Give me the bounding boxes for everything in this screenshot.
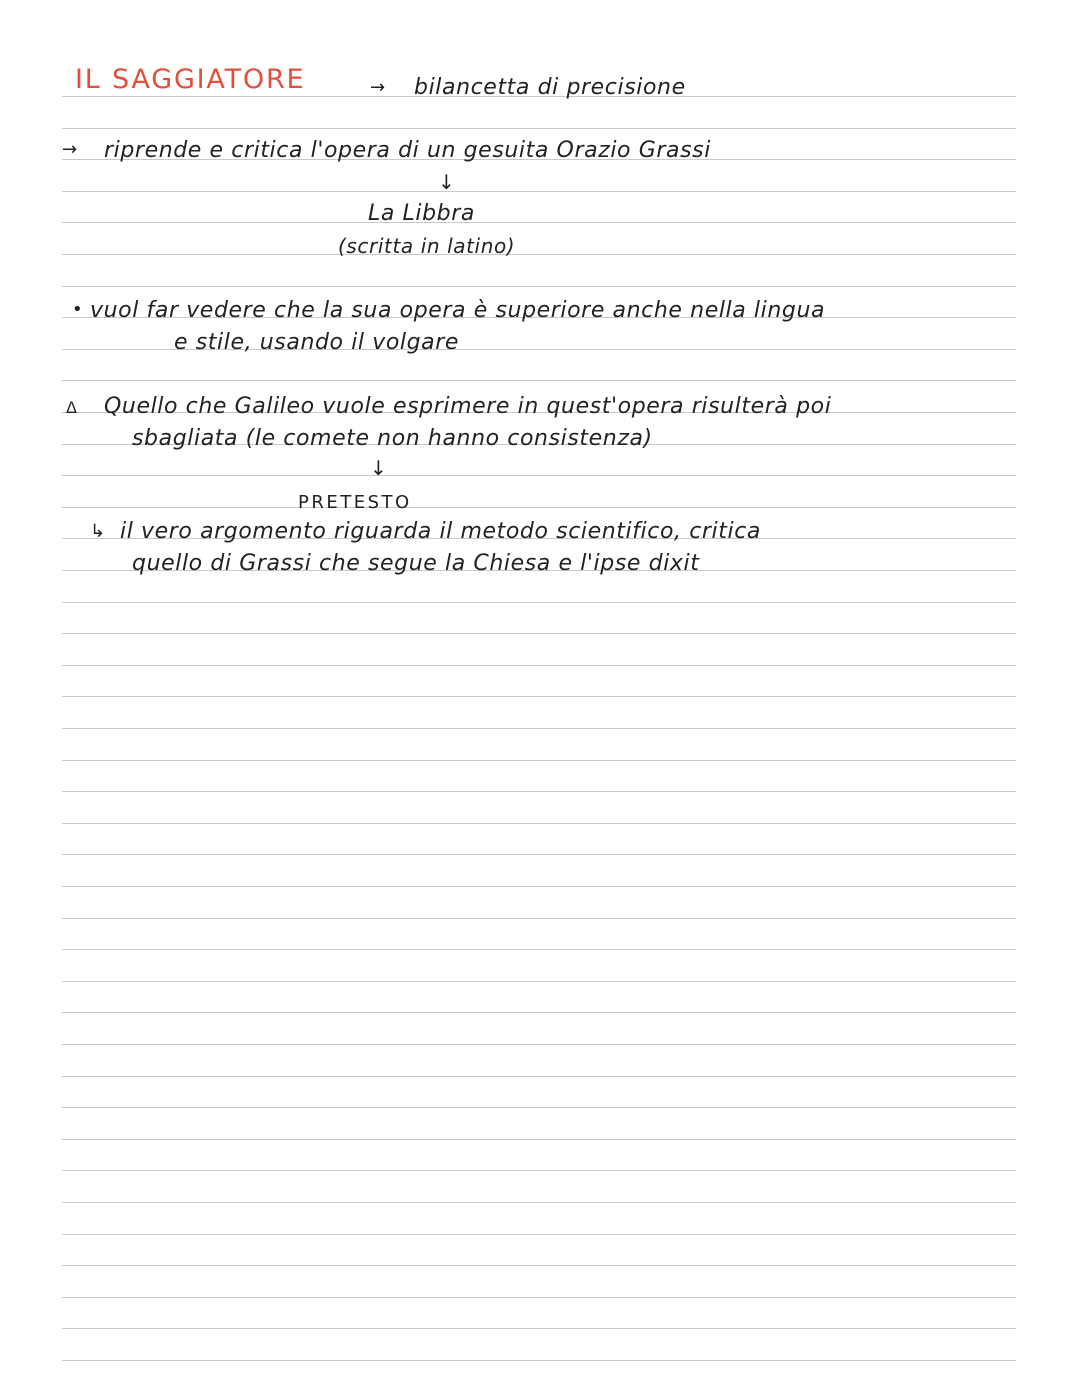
return-arrow-icon: ↳ [90, 521, 106, 542]
warning-line-1: Quello che Galileo vuole esprimere in quest'opera risulterà poi [104, 394, 832, 419]
warning-triangle-icon: Δ [66, 398, 77, 417]
note-line-riprende: riprende e critica l'opera di un gesuita Orazio Grassi [104, 138, 711, 163]
bullet-icon: • [72, 299, 83, 320]
pretesto-label: PRETESTO [298, 492, 412, 513]
arrow-down-icon: ↓ [438, 170, 455, 194]
arrow-right-icon: → [370, 77, 386, 98]
note-title: IL SAGGIATORE [75, 64, 306, 95]
libbra-title: La Libbra [368, 201, 475, 226]
libbra-subtitle: (scritta in latino) [338, 234, 516, 258]
vero-line-2: quello di Grassi che segue la Chiesa e l'ipse dixit [132, 551, 700, 576]
title-gloss: bilancetta di precisione [414, 75, 686, 100]
arrow-down-icon: ↓ [370, 456, 387, 480]
arrow-right-icon: → [62, 139, 78, 160]
bullet-line-2: e stile, usando il volgare [174, 330, 460, 355]
bullet-line-1: vuol far vedere che la sua opera è superiore anche nella lingua [90, 298, 826, 323]
warning-line-2: sbagliata (le comete non hanno consistenza) [132, 426, 653, 451]
vero-line-1: il vero argomento riguarda il metodo scientifico, critica [120, 519, 761, 544]
